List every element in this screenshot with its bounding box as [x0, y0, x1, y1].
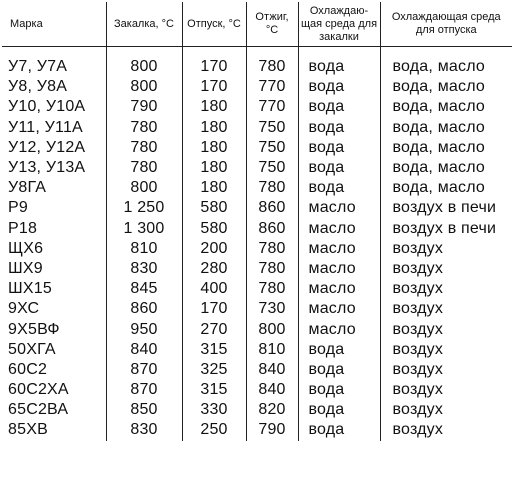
grade-cell: 9ХС [8, 300, 40, 318]
header-tempering: Отпуск, °С [182, 2, 246, 47]
table-row [2, 158, 512, 178]
tempering-medium-cell: воздух в печи [380, 219, 512, 239]
hardening-cell: 790 [106, 97, 182, 117]
tempering-medium-cell: воздух [380, 279, 512, 299]
grade-cell: 9Х5ВФ [8, 320, 60, 338]
tempering-cell: 315 [182, 340, 246, 360]
table-row [2, 118, 512, 138]
annealing-cell: 860 [246, 198, 298, 218]
tempering-cell: 315 [182, 380, 246, 400]
header-row [2, 2, 512, 47]
hardening-medium-cell: вода [298, 97, 380, 117]
tempering-medium-cell: вода, масло [380, 178, 512, 198]
hardening-cell: 870 [106, 360, 182, 380]
tempering-medium-cell: воздух [380, 420, 512, 440]
hardening-medium-cell: масло [298, 259, 380, 279]
grade-cell: У10, У10А [8, 98, 86, 116]
table-row [2, 47, 512, 78]
annealing-cell: 840 [246, 360, 298, 380]
tempering-cell: 270 [182, 319, 246, 339]
annealing-cell: 820 [246, 400, 298, 420]
hardening-cell: 780 [106, 138, 182, 158]
tempering-medium-cell: воздух [380, 340, 512, 360]
annealing-cell: 750 [246, 118, 298, 138]
grade-cell: ЩХ6 [8, 239, 44, 257]
annealing-cell: 810 [246, 340, 298, 360]
tempering-medium-cell: воздух [380, 239, 512, 259]
tempering-medium-cell: воздух [380, 360, 512, 380]
tempering-cell: 180 [182, 158, 246, 178]
table-body [2, 47, 512, 441]
hardening-cell: 1 250 [106, 198, 182, 218]
table-row [2, 219, 512, 239]
grade-cell: 65С2ВА [8, 401, 69, 419]
grade-cell: ШХ15 [8, 280, 52, 298]
tempering-cell: 580 [182, 198, 246, 218]
annealing-cell: 790 [246, 420, 298, 440]
grade-cell: 60С2 [8, 360, 48, 378]
hardening-medium-cell: масло [298, 319, 380, 339]
tempering-cell: 170 [182, 77, 246, 97]
tempering-cell: 170 [182, 47, 246, 78]
hardening-medium-cell: вода [298, 118, 380, 138]
hardening-cell: 870 [106, 380, 182, 400]
hardening-cell: 810 [106, 239, 182, 259]
hardening-medium-cell: вода [298, 400, 380, 420]
table-row [2, 380, 512, 400]
table-row [2, 279, 512, 299]
grade-cell: У13, У13А [8, 159, 86, 177]
tempering-cell: 250 [182, 420, 246, 440]
tempering-medium-cell: воздух [380, 319, 512, 339]
grade-cell: 85ХВ [8, 421, 48, 439]
tempering-cell: 180 [182, 138, 246, 158]
hardening-cell: 950 [106, 319, 182, 339]
hardening-cell: 860 [106, 299, 182, 319]
tempering-cell: 580 [182, 219, 246, 239]
table-header [2, 2, 512, 47]
grade-cell: У7, У7А [8, 58, 68, 76]
table-row [2, 178, 512, 198]
tempering-medium-cell: воздух [380, 259, 512, 279]
tempering-cell: 400 [182, 279, 246, 299]
hardening-medium-cell: масло [298, 219, 380, 239]
grade-cell: 60С2ХА [8, 381, 69, 399]
hardening-cell: 800 [106, 47, 182, 78]
table-row [2, 299, 512, 319]
grade-cell: ШХ9 [8, 259, 43, 277]
hardening-medium-cell: вода [298, 138, 380, 158]
hardening-cell: 780 [106, 158, 182, 178]
hardening-medium-cell: вода [298, 77, 380, 97]
tempering-medium-cell: вода, масло [380, 118, 512, 138]
table-row [2, 319, 512, 339]
tempering-medium-cell: воздух в печи [380, 198, 512, 218]
hardening-medium-cell: масло [298, 299, 380, 319]
tempering-medium-cell: вода, масло [380, 97, 512, 117]
hardening-medium-cell: масло [298, 279, 380, 299]
grade-cell: 50ХГА [8, 340, 56, 358]
tempering-cell: 200 [182, 239, 246, 259]
annealing-cell: 780 [246, 279, 298, 299]
table-row [2, 400, 512, 420]
annealing-cell: 800 [246, 319, 298, 339]
header-annealing: Отжиг, °С [246, 2, 298, 47]
hardening-cell: 845 [106, 279, 182, 299]
annealing-cell: 780 [246, 47, 298, 78]
tempering-cell: 280 [182, 259, 246, 279]
header-hardening-medium: Охлаждаю-щая среда для закалки [298, 2, 380, 47]
grade-cell: Р9 [8, 199, 28, 217]
table-row [2, 340, 512, 360]
grade-cell: Р18 [8, 219, 38, 237]
tempering-cell: 180 [182, 97, 246, 117]
annealing-cell: 730 [246, 299, 298, 319]
annealing-cell: 840 [246, 380, 298, 400]
tempering-cell: 330 [182, 400, 246, 420]
grade-cell: У8, У8А [8, 78, 68, 96]
annealing-cell: 750 [246, 138, 298, 158]
annealing-cell: 770 [246, 77, 298, 97]
hardening-medium-cell: вода [298, 360, 380, 380]
header-hardening: Закалка, °С [106, 2, 182, 47]
hardening-medium-cell: вода [298, 380, 380, 400]
hardening-medium-cell: вода [298, 420, 380, 440]
hardening-cell: 850 [106, 400, 182, 420]
annealing-cell: 770 [246, 97, 298, 117]
table-row [2, 259, 512, 279]
tempering-medium-cell: вода, масло [380, 47, 512, 78]
grade-cell: У8ГА [8, 179, 47, 197]
tempering-cell: 170 [182, 299, 246, 319]
grade-cell: У11, У11А [8, 118, 83, 136]
tempering-medium-cell: вода, масло [380, 77, 512, 97]
annealing-cell: 860 [246, 219, 298, 239]
hardening-cell: 830 [106, 420, 182, 440]
grade-cell: У12, У12А [8, 138, 86, 156]
header-tempering-medium: Охлаждающая среда для отпуска [380, 2, 512, 47]
table-row [2, 77, 512, 97]
hardening-medium-cell: вода [298, 158, 380, 178]
tempering-cell: 325 [182, 360, 246, 380]
tempering-medium-cell: вода, масло [380, 158, 512, 178]
hardening-medium-cell: вода [298, 47, 380, 78]
table-row [2, 360, 512, 380]
tempering-medium-cell: воздух [380, 299, 512, 319]
table-row [2, 239, 512, 259]
hardening-medium-cell: масло [298, 239, 380, 259]
hardening-cell: 830 [106, 259, 182, 279]
annealing-cell: 780 [246, 239, 298, 259]
tempering-medium-cell: вода, масло [380, 138, 512, 158]
hardening-medium-cell: масло [298, 198, 380, 218]
header-grade: Марка [2, 2, 106, 47]
hardening-cell: 1 300 [106, 219, 182, 239]
annealing-cell: 780 [246, 178, 298, 198]
hardening-cell: 800 [106, 77, 182, 97]
annealing-cell: 750 [246, 158, 298, 178]
table-row [2, 97, 512, 117]
tempering-medium-cell: воздух [380, 400, 512, 420]
hardening-medium-cell: вода [298, 178, 380, 198]
annealing-cell: 780 [246, 259, 298, 279]
tempering-cell: 180 [182, 178, 246, 198]
hardening-cell: 800 [106, 178, 182, 198]
table-row [2, 198, 512, 218]
hardening-cell: 780 [106, 118, 182, 138]
table-row [2, 420, 512, 440]
tempering-cell: 180 [182, 118, 246, 138]
tempering-medium-cell: воздух [380, 380, 512, 400]
hardening-cell: 840 [106, 340, 182, 360]
table-row [2, 138, 512, 158]
heat-treatment-table [2, 2, 512, 441]
hardening-medium-cell: вода [298, 340, 380, 360]
